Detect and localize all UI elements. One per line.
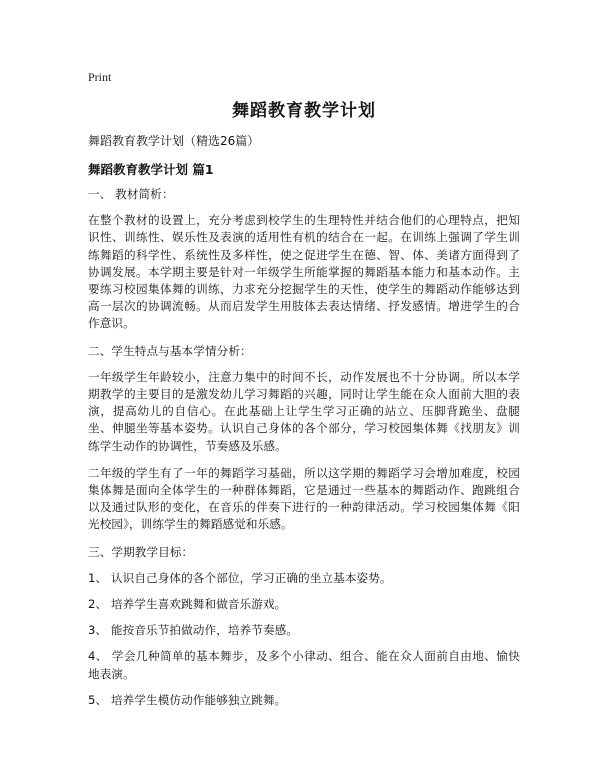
section-title: 舞蹈教育教学计划 篇1 <box>88 162 214 177</box>
page-title: 舞蹈教育教学计划 <box>232 101 376 121</box>
goal-item-1: 1、 认识自己身体的各个部位，学习正确的坐立基本姿势。 <box>88 570 392 585</box>
goal-item-5: 5、 培养学生模仿动作能够独立跳舞。 <box>88 692 287 707</box>
heading-teaching-goals: 三、学期教学目标： <box>88 544 194 559</box>
paragraph-textbook-analysis: 在整个教材的设置上，充分考虑到校学生的生理特性并结合他们的心理特点，把知识性、训练性、娱乐性及表演的适用性有机的结合在一起。在训练上强调了学生训练舞蹈的科学性、系统性及多样性，使之促进学生在德、智、体、美诸方面得到了协调发展。本学期主要是针对一年级学生所能掌握的舞蹈基本能力和基本动作。主要练习校园集体舞的训练，力求充分挖掘学生的天性，使学生的舞蹈动作能够达到高一层次的协调流畅。从而启发学生用肢体去表达情绪、抒发感情。增进学生的合作意识。 <box>88 213 520 331</box>
print-label[interactable]: Print <box>88 70 112 84</box>
goal-item-4: 4、 学会几种简单的基本舞步，及多个小律动、组合、能在众人面前自由地、愉快地表演。 <box>88 649 520 681</box>
heading-textbook-analysis: 一、 教材简析： <box>88 187 174 201</box>
document-body <box>88 186 520 718</box>
heading-student-analysis: 二、学生特点与基本学情分析： <box>88 343 252 358</box>
paragraph-first-grade: 一年级学生年龄较小，注意力集中的时间不长，动作发展也不十分协调。所以本学期教学的主要目的是激发幼儿学习舞蹈的兴趣，同时让学生能在众人面前大胆的表演，提高幼儿的自信心。在此基础上让学生学习正确的站立、压脚背跪坐、盘腿坐、伸腿坐等基本姿势。认识自己身体的各个部分，学习校园集体舞《找朋友》训练学生动作的协调性，节奏感及乐感。 <box>88 369 520 453</box>
paragraph-second-grade: 二年级的学生有了一年的舞蹈学习基础，所以这学期的舞蹈学习会增加难度，校园集体舞是面向全体学生的一种群体舞蹈，它是通过一些基本的舞蹈动作、跑跳组合以及通过队形的变化，在音乐的伴奏下进行的一种韵律活动。学习校园集体舞《阳光校园》，训练学生的舞蹈感觉和乐感。 <box>88 465 520 532</box>
goal-item-2: 2、 培养学生喜欢跳舞和做音乐游戏。 <box>88 597 287 612</box>
document-subtitle: 舞蹈教育教学计划（精选26篇） <box>88 134 260 148</box>
goal-item-3: 3、 能按音乐节拍做动作，培养节奏感。 <box>88 623 299 638</box>
